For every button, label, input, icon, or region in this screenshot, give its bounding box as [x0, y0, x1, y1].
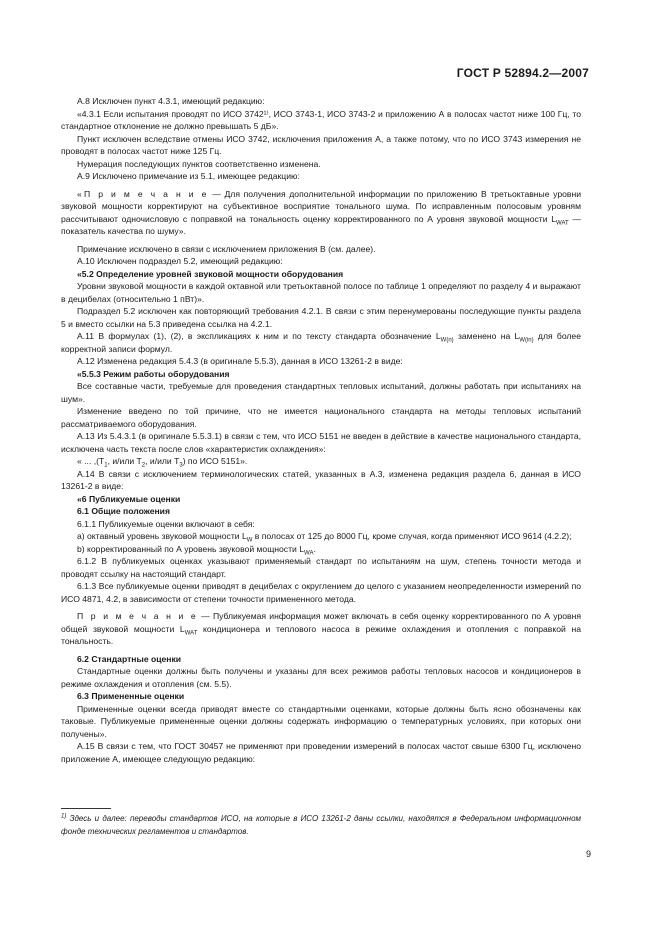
paragraph: Пункт исключен вследствие отмены ИСО 3742, исключения приложения А, а также потому, что по ИСО 3743 измерения не проводят в полосах частот ниже 125 Гц.	[61, 133, 581, 156]
section-heading: 6.2 Стандартные оценки	[77, 653, 182, 664]
footnote-divider	[61, 808, 111, 809]
paragraph: Все составные части, требуемые для проведения стандартных тепловых испытаний, должны работать при испытаниях на шум».	[61, 381, 581, 404]
note-tail: — показатель качества по шуму».	[61, 213, 581, 236]
paragraph: 6.1.1 Публикуемые оценки включают в себя:	[77, 518, 255, 529]
text-run: в полосах от 125 до 8000 Гц, кроме случая, когда применяют ИСО 9614 (4.2.2);	[252, 531, 572, 541]
subscript: WAT	[556, 220, 569, 227]
paragraph: А.14 В связи с исключением терминологических статей, указанных в А.3, изменена редакция раздела 6, данная в ИСО 13261-2 в виде:	[61, 468, 581, 491]
text-run: , и/или T	[145, 456, 180, 466]
paragraph: А.15 В связи с тем, что ГОСТ 30457 не применяют при проведении измерений в полосах частот свыше 6300 Гц, исключено приложение А, имеющее следующую редакцию:	[61, 741, 581, 764]
text-run: для более корректной записи формул.	[61, 331, 581, 354]
footnote	[61, 813, 581, 838]
section-heading: «5.2 Определение уровней звуковой мощности оборудования	[77, 268, 344, 279]
note-paragraph	[61, 610, 581, 648]
subscript: 3	[179, 462, 183, 469]
list-item	[61, 530, 581, 543]
note-text: — Для получения дополнительной информации по приложению В третьоктавные уровни звуковой мощности корректируют на субъективное восприятие тонального шума. По исправленным полосовым уровням рассчитывают одночисловую с поправкой на тональность оценку корректированного по А уровня звуковой мощности L	[61, 188, 582, 224]
subscript: W(n)	[440, 337, 454, 344]
paragraph: А.13 Из 5.4.3.1 (в оригинале 5.5.3.1) в связи с тем, что ИСО 5151 не введен в действие в качестве национального стандарта, исключена часть текста после слов «характеристик охлаждения»:	[61, 431, 581, 454]
paragraph: Изменение введено по той причине, что не имеется национального стандарта на методы тепловых испытаний рассматриваемого оборудования.	[61, 406, 581, 429]
text-run: заменено на L	[453, 331, 520, 341]
subscript: WAT	[184, 630, 198, 637]
note-paragraph	[61, 188, 581, 238]
note-lead: «П р и м е ч а н и е	[77, 188, 209, 199]
text-run: a) октавный уровень звуковой мощности L	[77, 531, 247, 541]
list-item	[61, 543, 581, 556]
paragraph: Примечание исключено в связи с исключением приложения В (см. далее).	[77, 243, 376, 254]
subscript: 2	[141, 462, 146, 469]
note-lead: П р и м е ч а н и е	[77, 611, 198, 621]
section-heading: 6.3 Примененные оценки	[77, 691, 185, 701]
text-run: ) по ИСО 5151».	[182, 456, 248, 466]
subscript: 1	[104, 462, 108, 469]
paragraph: Нумерация последующих пунктов соответственно изменена.	[77, 158, 321, 169]
footnote-mark: 1)	[61, 813, 67, 820]
note-text: — Публикуемая информация может включать в себя оценку корректированного по А уровня общей звуковой мощности L	[61, 611, 581, 634]
paragraph: 6.1.3 Все публикуемые оценки приводят в децибелах с округлением до целого с указанием неопределенности измерений по ИСО 4871, 4.2, в зависимости от степени точности примененного метода.	[61, 581, 581, 604]
paragraph: А.9 Исключено примечание из 5.1, имеющее редакцию:	[77, 171, 300, 181]
paragraph: Стандартные оценки должны быть получены и указаны для всех режимов работы тепловых насосов и кондиционеров в режиме охлаждения и отопления (см. 5.5).	[61, 666, 581, 689]
paragraph: А.10 Исключен подраздел 5.2, имеющий редакцию:	[77, 256, 283, 266]
note-tail: кондиционера и теплового насоса в режиме охлаждения и отопления с поправкой на тональность.	[61, 623, 581, 646]
subscript: W(in)	[519, 337, 534, 344]
document-header: ГОСТ Р 52894.2—2007	[456, 66, 589, 80]
paragraph: А.8 Исключен пункт 4.3.1, имеющий редакцию:	[77, 96, 265, 106]
text-run: b) корректированный по А уровень звуковой мощности L	[77, 543, 304, 554]
subscript: W	[246, 537, 253, 544]
section-heading: «6 Публикуемые оценки	[77, 493, 181, 504]
page-number: 9	[585, 849, 591, 859]
paragraph	[61, 330, 581, 355]
section-heading: 6.1 Общие положения	[77, 506, 170, 516]
paragraph: Уровни звуковой мощности в каждой октавной или третьоктавной полосе по таблице 1 определяют по разделу 4 и выражают в децибелах (относительно 1 пВт)».	[61, 281, 581, 304]
formula-quote	[61, 455, 581, 468]
paragraph: «4.3.1 Если испытания проводят по ИСО 3742¹⁾, ИСО 3743-1, ИСО 3743-2 и приложению А в полосах частот ниже 100 Гц, то стандартное отклонение не должно превышать 5 дБ».	[61, 108, 581, 131]
subscript: WA	[304, 550, 314, 557]
paragraph: Примененные оценки всегда приводят вместе со стандартными оценками, которые должны быть ясно обозначены как таковые. Публикуемые примененные оценки должны содержать информацию о температурных условиях, при которых они получены».	[61, 703, 581, 739]
text-run: , и/или T	[107, 456, 142, 466]
body-text	[61, 95, 581, 765]
paragraph: 6.1.2 В публикуемых оценках указывают применяемый стандарт по испытаниям на шум, степень точности метода и проводят ссылку на настоящий стандарт.	[61, 556, 581, 579]
text-run: .	[313, 543, 316, 554]
section-heading: «5.5.3 Режим работы оборудования	[77, 368, 230, 379]
paragraph: Подраздел 5.2 исключен как повторяющий требования 4.2.1. В связи с этим перенумерованы последующие пункты раздела 5 и вместо ссылки на 5.3 приведена ссылка на 4.2.1.	[61, 306, 581, 329]
paragraph: А.12 Изменена редакция 5.4.3 (в оригинале 5.5.3), данная в ИСО 13261-2 в виде:	[77, 356, 403, 366]
footnote-text: Здесь и далее: переводы стандартов ИСО, на которые в ИСО 13261-2 даны ссылки, находятся в Федеральном информационном фонде технических регламентов и стандартов.	[61, 814, 581, 836]
text-run: А.11 В формулах (1), (2), в экспликациях к ним и по тексту стандарта обозначение L	[77, 331, 441, 341]
text-run: « ... ,(T	[77, 456, 105, 466]
